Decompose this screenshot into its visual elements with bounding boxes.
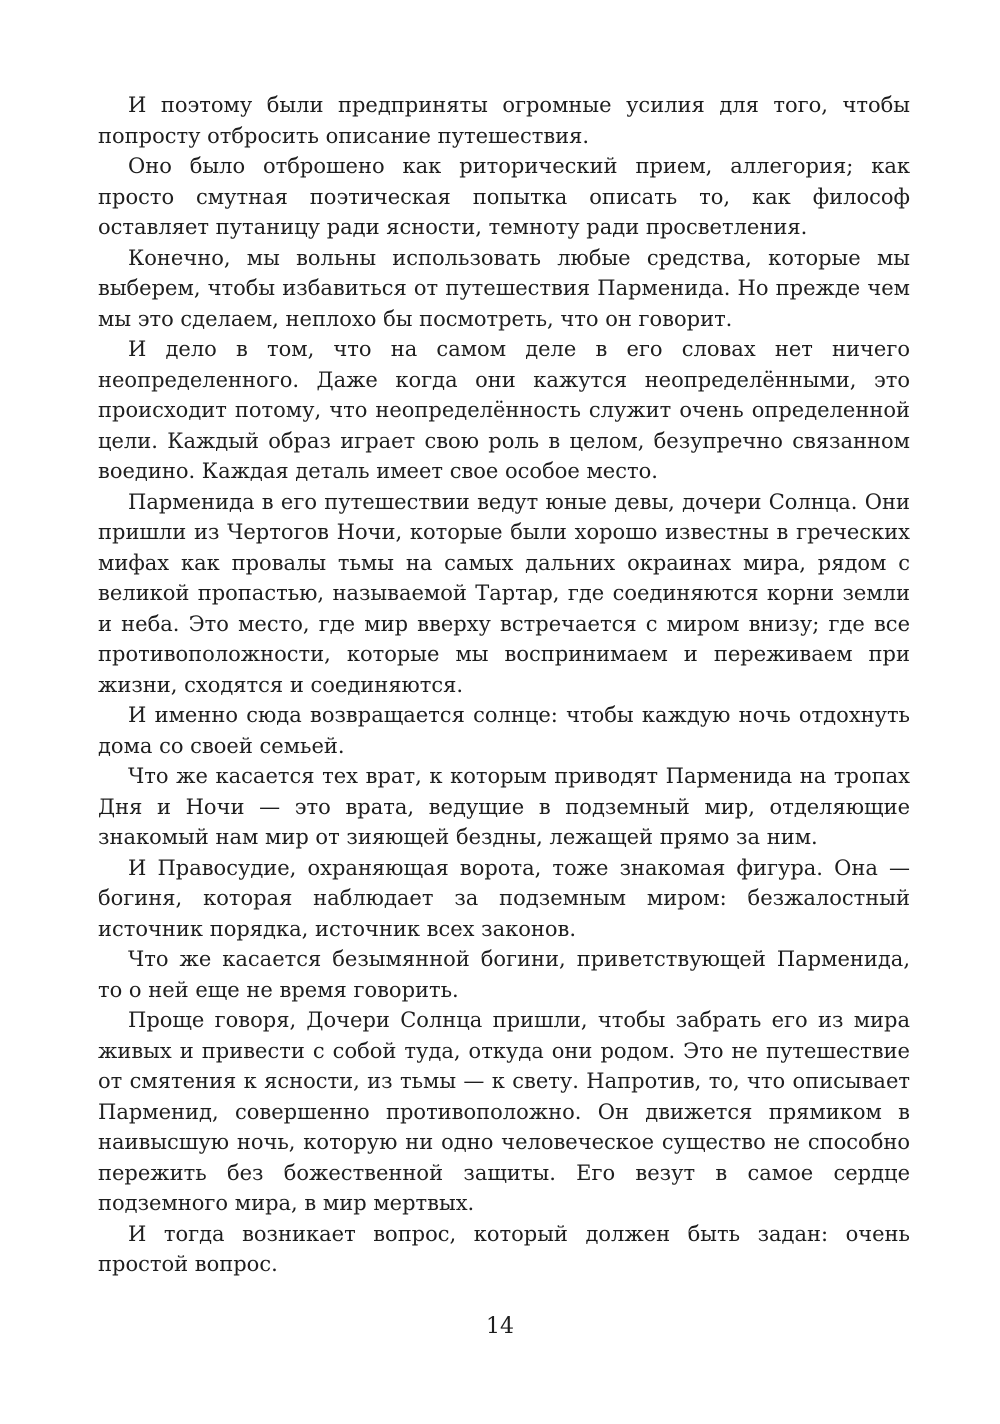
paragraph: И тогда возникает вопрос, который должен быть задан: очень простой вопрос. (98, 1221, 910, 1276)
paragraph: Конечно, мы вольны использовать любые средства, которые мы выберем, чтобы избавиться от путешествия Парменида. Но прежде чем мы это сделаем, неплохо бы посмотреть, что он говорит. (98, 245, 910, 331)
paragraph: Что же касается тех врат, к которым приводят Парменида на тропах Дня и Ночи — это врата, ведущие в подземный мир, отделяющие знакомый нам мир от зияющей бездны, лежащей прямо за ним. (98, 764, 910, 849)
paragraph: Что же касается безымянной богини, приветствующей Парменида, то о ней еще не время говорить. (98, 947, 910, 1002)
paragraph: Проще говоря, Дочери Солнца пришли, чтобы забрать его из мира живых и привести с собой туда, откуда они родом. Это не путешествие от смятения к ясности, из тьмы — к свету. Напротив, то, что описывает Парменид, совершенно противоположно. Он движется прямиком в наивысшую ночь, которую ни одно человеческое существо не способно пережить без божественной защиты. Его везут в самое сердце подземного мира, в мир мертвых. (98, 1008, 910, 1215)
paragraph: И дело в том, что на самом деле в его словах нет ничего неопределенного. Даже когда они кажутся неопределёнными, это происходит потому, что неопределённость служит очень определенной цели. Каждый образ играет свою роль в целом, безупречно связанном воедино. Каждая деталь имеет свое особое место. (98, 337, 910, 483)
page-number: 14 (486, 1314, 514, 1339)
body-text (98, 90, 910, 1280)
paragraph: И именно сюда возвращается солнце: чтобы каждую ночь отдохнуть дома со своей семьей. (98, 703, 910, 758)
paragraph: Парменида в его путешествии ведут юные девы, дочери Солнца. Они пришли из Чертогов Ночи, которые были хорошо известны в греческих мифах как провалы тьмы на самых дальних окраинах мира, рядом с великой пропастью, называемой Тартар, где соединяются корни земли и неба. Это место, где мир вверху встречается с миром внизу; где все противоположности, которые мы воспринимаем и переживаем при жизни, сходятся и соединяются. (98, 489, 910, 697)
paragraph: И Правосудие, охраняющая ворота, тоже знакомая фигура. Она — богиня, которая наблюдает за подземным миром: безжалостный источник порядка, источник всех законов. (98, 855, 910, 941)
paragraph: И поэтому были предприняты огромные усилия для того, чтобы попросту отбросить описание путешествия. (98, 93, 910, 148)
paragraph: Оно было отброшено как риторический прием, аллегория; как просто смутная поэтическая попытка описать то, как философ оставляет путаницу ради ясности, темноту ради просветления. (98, 154, 910, 239)
